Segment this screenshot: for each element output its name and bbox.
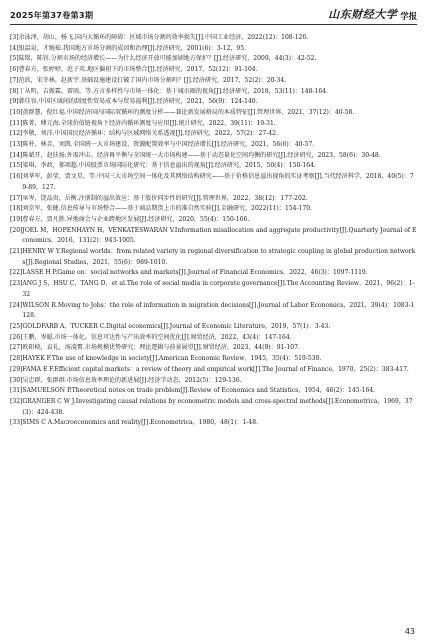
- reference-item: [10, 301, 417, 322]
- reference-item: [10, 161, 417, 172]
- reference-text: JOEL M，HOPENHAYN H，VENKATESWARAN V.Information misallocation and aggregate productivity[J].Quarterly Journal of Economics，2016，131(2)：943-1005.: [22, 226, 417, 245]
- reference-number: [10]: [10, 108, 23, 116]
- reference-number: [4]: [10, 44, 19, 52]
- reference-number: [9]: [10, 98, 19, 106]
- reference-number: [8]: [10, 87, 19, 95]
- reference-text: 巫岑，饶品贵，岳衡.注册制的溢出效应：基于股价同步性的研究[J].管理世界，2022，38(12)：177-202.: [22, 194, 308, 202]
- reference-number: [6]: [10, 66, 19, 74]
- reference-text: 陈菁，傅元海.全球价值链视角下经济内循环测度与应用[J].统计研究，2022，39(11)：19-31.: [22, 119, 276, 127]
- reference-number: [17]: [10, 194, 23, 202]
- reference-number: [20]: [10, 226, 23, 234]
- reference-text: 曹春方，贾凡胜.异地商会与企业跨地区发展[J].经济研究，2020，55(4)：150-166.: [22, 215, 250, 223]
- reference-number: [33]: [10, 419, 23, 427]
- reference-number: [25]: [10, 322, 23, 330]
- reference-number: [19]: [10, 215, 23, 223]
- reference-number: [18]: [10, 205, 23, 213]
- reference-item: [10, 108, 417, 119]
- issue-line: 2025年第37卷第3期: [10, 10, 94, 20]
- reference-text: 吴忠群，张群群.市场信息效率理论的新进展[J].经济学动态，2012(5)：129-136.: [22, 376, 242, 384]
- reference-item: [10, 54, 417, 65]
- reference-item: [10, 386, 417, 397]
- reference-number: [15]: [10, 162, 23, 170]
- reference-text: 陈朴，林垚，刘凯.全国统一大市场建设、资源配置效率与中国经济增长[J].经济研究，2021，56(6)：40-57.: [22, 141, 315, 149]
- page-header: [10, 6, 417, 25]
- reference-item: [10, 333, 417, 344]
- reference-text: 范欣，宋冬林，赵新宇.基础设施建设打破了国内市场分割吗？[J].经济研究，2017，52(2)：20-34.: [18, 76, 287, 84]
- reference-text: WILSON R.Moving to Jobs：the role of information in migration decisions[J].Journal of Labor Economics，2021，39(4)：1083-1128.: [22, 301, 415, 320]
- reference-text: GRANGER C W J.Investigating causal relations by econometric models and cross-spectral methods[J].Econometrica，1969，37(3)：424-438.: [22, 397, 413, 416]
- reference-number: [22]: [10, 269, 23, 277]
- reference-number: [14]: [10, 151, 23, 159]
- reference-text: 李敬，刘洋.中国国民经济循环：结构与区域网络关系透视[J].经济研究，2022，57(2)：27-42.: [22, 130, 278, 138]
- page-number: 43: [404, 627, 415, 636]
- reference-text: SIMS C A.Macroeconomics and reality[J].Econometrica，1980，48(1)：1-48.: [22, 419, 258, 427]
- reference-item: [10, 354, 417, 365]
- reference-number: [12]: [10, 130, 23, 138]
- reference-text: 丁从明，吉振霖，雷雨，等.方言多样性与市场一体化：基于城市圈的视角[J].经济研究，2018，53(11)：148-164.: [18, 87, 328, 95]
- reference-item: [10, 97, 417, 108]
- journal-brand: [328, 6, 417, 24]
- reference-text: LASSE H P.Game on：social networks and markets[J].Journal of Financial Economics，2022，46(3)：1097-1119.: [22, 269, 368, 277]
- reference-item: [10, 365, 417, 376]
- reference-item: [10, 418, 417, 429]
- reference-number: [7]: [10, 76, 19, 84]
- reference-text: 曹春方，张婷婷，范子英.地区偏袒下的市场整合[J].经济研究，2017，52(12)：91-104.: [18, 66, 258, 74]
- reference-item: [10, 87, 417, 98]
- reference-item: [10, 172, 417, 193]
- reference-text: FAMA E F.Efficient capital markets：a review of theory and empirical work[J].The Journal of Finance，1970，25(2)：383-417.: [22, 365, 409, 373]
- reference-text: 陆铭，陈钊.分割市场的经济增长——为什么经济开放可能加剧地方保护？[J].经济研究，2009，44(3)：42-52.: [18, 55, 317, 63]
- reference-text: 欧阳峣，袁礼，汤凌霄.市场规模优势研究：理论逻辑与前景展望[J].财贸经济，2023，44(9)：91-107.: [22, 344, 300, 352]
- reference-item: [10, 194, 417, 205]
- reference-item: [10, 268, 417, 279]
- reference-item: [10, 343, 417, 354]
- reference-item: [10, 226, 417, 247]
- reference-text: 梁琪，李政，郝项超.中国股票市场国际化研究：基于信息溢出的视角[J].经济研究，2015，50(4)：150-164.: [22, 162, 316, 170]
- reference-text: 韩佳容.中国区域间的制度性贸易成本与贸易福利[J].经济研究，2021，56(9)：124-140.: [18, 98, 258, 106]
- reference-item: [10, 33, 417, 44]
- reference-item: [10, 119, 417, 130]
- reference-number: [23]: [10, 280, 23, 288]
- reference-text: 刘京军，张健.信息传导与市场整合——基于商品期货上市的准自然实验[J].金融研究，2022(11)：154-170.: [22, 205, 312, 213]
- reference-list: [10, 33, 417, 429]
- reference-text: 余泳泽，胡山，杨飞.国内大循环的障碍：区域市场分割的效率损失[J].中国工业经济，2022(12)：108-126.: [18, 34, 309, 41]
- reference-item: [10, 151, 417, 162]
- reference-item: [10, 140, 417, 151]
- reference-item: [10, 215, 417, 226]
- reference-text: 陈斌开，赵扶扬.外需冲击、经济再平衡与全国统一大市场构建——基于动态量化空间均衡的研究[J].经济研究，2023，58(6)：30-48.: [22, 151, 381, 159]
- reference-item: [10, 279, 417, 300]
- reference-text: 刘华军，彭莹，贾文星，等.中国三大市场空间一体化及其网络结构研究——基于价格信息溢出视角的实证考察[J].当代经济科学，2018，40(5)：79-89，127.: [22, 173, 414, 191]
- reference-number: [27]: [10, 344, 23, 352]
- reference-text: 黄群慧，倪红福.中国经济国内国际双循环的测度分析——兼论新发展格局的本质特征[J].管理世界，2021，37(12)：40-58.: [22, 108, 355, 116]
- reference-number: [32]: [10, 397, 23, 405]
- reference-number: [13]: [10, 141, 23, 149]
- reference-number: [16]: [10, 173, 23, 181]
- reference-text: 王鹏，岑聪.市场一体化、信息可达性与产出效率的空间优化[J].财贸经济，2022，43(4)：147-164.: [22, 333, 292, 341]
- reference-text: 银温泉，才婉茹.我国地方市场分割的成因和治理[J].经济研究，2001(6)：3-12，95.: [18, 44, 247, 52]
- reference-item: [10, 247, 417, 268]
- reference-item: [10, 65, 417, 76]
- reference-number: [30]: [10, 376, 23, 384]
- reference-number: [11]: [10, 119, 23, 127]
- reference-number: [31]: [10, 387, 23, 395]
- reference-number: [28]: [10, 355, 23, 363]
- reference-number: [26]: [10, 333, 23, 341]
- reference-item: [10, 129, 417, 140]
- reference-text: HAYEK F.The use of knowledge in society[J].American Economic Review，1945，35(4)：519-530.: [22, 355, 322, 363]
- reference-text: HENRY W Y.Regional worlds：from related variety in regional diversification to strategic coupling in global production networks[J].Regional Studies，2021，55(6)：989-1010.: [22, 248, 416, 266]
- reference-item: [10, 376, 417, 387]
- reference-number: [24]: [10, 301, 23, 309]
- reference-text: SAMUELSON P.Theoretical notes on trade problem[J].Review of Economics and Statistics，1954，46(2)：145-164.: [22, 387, 376, 395]
- reference-item: [10, 322, 417, 333]
- reference-number: [21]: [10, 248, 23, 256]
- reference-number: [5]: [10, 55, 19, 63]
- reference-number: [29]: [10, 365, 23, 373]
- reference-item: [10, 204, 417, 215]
- reference-number: [3]: [10, 34, 19, 41]
- reference-item: [10, 76, 417, 87]
- journal-logo: 山东财经大学: [328, 8, 398, 21]
- reference-text: GOLDFARB A，TUCKER C.Digital economics[J].Journal of Economic Literature，2019，57(1)：3-43.: [22, 322, 331, 330]
- reference-item: [10, 397, 417, 418]
- journal-label: 学报: [400, 11, 417, 21]
- reference-text: ANG J S，HSU C，TANG D，et al.The role of social media in corporate governance[J].The Accounting Review，2021，96(2)：1-32: [22, 280, 415, 298]
- reference-item: [10, 44, 417, 55]
